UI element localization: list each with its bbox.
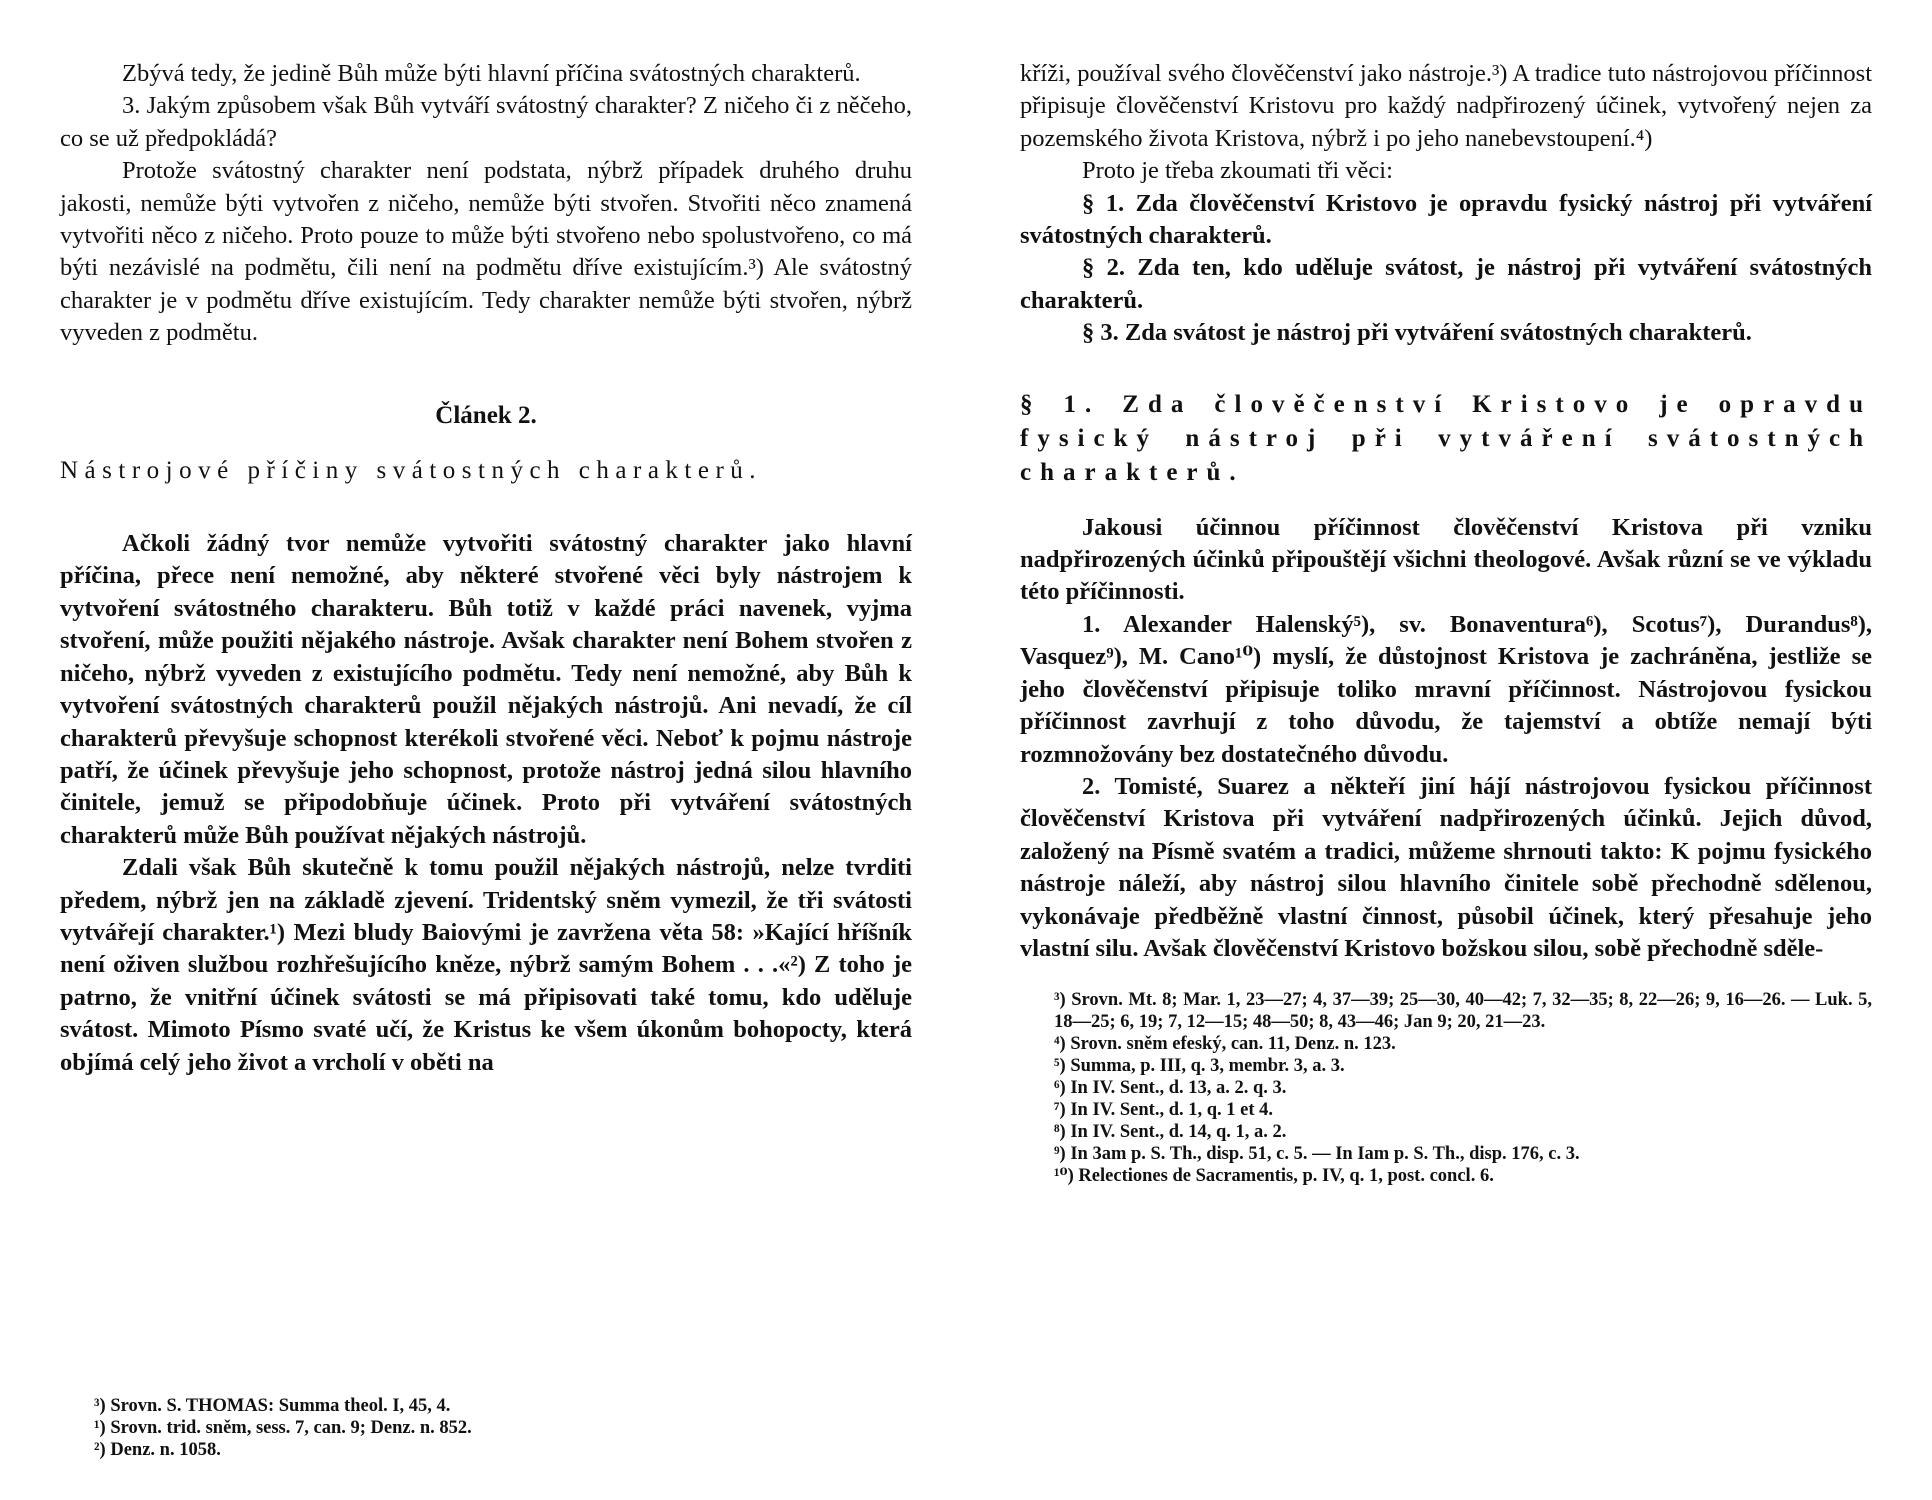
footnote: ²) Denz. n. 1058.: [94, 1440, 221, 1460]
paragraph: Protože svátostný charakter není podstata, nýbrž případek druhého druhu jakosti, nemůže býti vytvořen z ničeho, nemůže býti stvořen. Stvořiti něco znamená vytvořiti něco z ničeho. Proto pouze to může býti stvořeno nebo spolustvořeno, co má býti nezávislé na podmětu, čili není na podmětu dříve existujícím.³) Ale svátostný charakter je v podmětu dříve existujícím. Tedy charakter nemůže býti stvořen, nýbrž vyveden z podmětu.: [60, 157, 912, 347]
paragraph: kříži, používal svého člověčenství jako nástroje.³) A tradice tuto nástrojovou příčinnost připisuje člověčenství Kristovu pro každý nadpřirozený účinek, vytvořený nejen za pozemského života Kristova, nýbrž i po jeho nanebevstoupení.⁴): [1020, 60, 1872, 152]
left-page: [60, 58, 912, 1079]
section-item: § 1. Zda člověčenství Kristovo je opravdu fysický nástroj při vytváření svátostných charakterů.: [1020, 189, 1872, 250]
paragraph: 1. Alexander Halenský⁵), sv. Bonaventura⁶), Scotus⁷), Durandus⁸), Vasquez⁹), M. Cano¹⁰) myslí, že důstojnost Kristova je zachráněna, jestliže se jeho člověčenství připisuje toliko mravní příčinnost. Nástrojovou fysickou příčinnost zavrhují z toho důvodu, že tajemství a obtíže nemají býti rozmnožovány bez dostatečného důvodu.: [1020, 610, 1872, 768]
paragraph: Proto je třeba zkoumati tři věci:: [1082, 157, 1393, 185]
footnote: ³) Srovn. Mt. 8; Mar. 1, 23—27; 4, 37—39; 25—30, 40—42; 7, 32—35; 8, 22—26; 9, 16—26. — Luk. 5, 18—25; 6, 19; 7, 12—15; 48—50; 8, 43—46; Jan 9; 20, 21—23.: [1054, 990, 1872, 1033]
left-footnotes: [60, 1395, 912, 1461]
paragraph: Jakousi účinnou příčinnost člověčenství Kristova při vzniku nadpřirozených účinků připouštějí všichni theologové. Avšak různí se ve výkladu této příčinnosti.: [1020, 513, 1872, 606]
paragraph: Ačkoli žádný tvor nemůže vytvořiti svátostný charakter jako hlavní příčina, přece není nemožné, aby některé stvořené věci byly nástrojem k vytvoření svátostného charakteru. Bůh totiž v každé práci navenek, vyjma stvoření, může použiti nějakého nástroje. Avšak charakter není Bohem stvořen z ničeho, nýbrž vyveden z existujícího podmětu. Tedy není nemožné, aby Bůh k vytvoření svátostných charakterů použil nějakých nástrojů. Ani nevadí, že cíl charakterů převyšuje schopnost kterékoli stvořené věci. Neboť k pojmu nástroje patří, že účinek převyšuje jeho schopnost, protože nástroj jedná silou hlavního činitele, jemuž se připodobňuje účinek. Proto při vytváření svátostných charakterů může Bůh používat nějakých nástrojů.: [60, 530, 912, 849]
footnote: ¹⁰) Relectiones de Sacramentis, p. IV, q. 1, post. concl. 6.: [1054, 1166, 1494, 1187]
footnote: ⁶) In IV. Sent., d. 13, a. 2. q. 3.: [1054, 1078, 1287, 1099]
footnote: ⁷) In IV. Sent., d. 1, q. 1 et 4.: [1054, 1100, 1274, 1121]
footnote: ³) Srovn. S. THOMAS: Summa theol. I, 45, 4.: [94, 1396, 451, 1416]
footnote: ⁴) Srovn. sněm efeský, can. 11, Denz. n. 123.: [1054, 1034, 1396, 1055]
right-page: [1020, 58, 1872, 1187]
section-item: § 2. Zda ten, kdo uděluje svátost, je nástroj při vytváření svátostných charakterů.: [1020, 254, 1872, 314]
article-subtitle: Nástrojové příčiny svátostných charakterů.: [60, 457, 763, 485]
paragraph: Zbývá tedy, že jedině Bůh může býti hlavní příčina svátostných charakterů.: [122, 60, 861, 87]
right-footnotes: [1020, 989, 1872, 1187]
footnote: ⁸) In IV. Sent., d. 14, q. 1, a. 2.: [1054, 1122, 1287, 1143]
footnote: ⁵) Summa, p. III, q. 3, membr. 3, a. 3.: [1054, 1056, 1345, 1077]
paragraph: Zdali však Bůh skutečně k tomu použil nějakých nástrojů, nelze tvrditi předem, nýbrž jen na základě zjevení. Tridentský sněm vymezil, že tři svátosti vytvářejí charakter.¹) Mezi bludy Baiovými je zavržena věta 58: »Kající hříšník není oživen službou rozhřešujícího kněze, nýbrž samým Bohem . . .«²) Z toho je patrno, že vnitřní účinek svátosti se má připisovati také tomu, kdo uděluje svátost. Mimoto Písmo svaté učí, že Kristus ke všem úkonům bohopocty, která objímá celý jeho život a vrcholí v oběti na: [60, 854, 912, 1076]
footnote: ⁹) In 3am p. S. Th., disp. 51, c. 5. — In Iam p. S. Th., disp. 176, c. 3.: [1054, 1144, 1580, 1165]
section-heading: § 1. Zda člověčenství Kristovo je opravdu fysický nástroj při vytváření svátostných charakterů.: [1020, 390, 1872, 486]
article-title: Článek 2.: [435, 401, 537, 429]
footnote: ¹) Srovn. trid. sněm, sess. 7, can. 9; Denz. n. 852.: [94, 1418, 472, 1438]
paragraph: 3. Jakým způsobem však Bůh vytváří svátostný charakter? Z ničeho či z něčeho, co se už předpokládá?: [60, 92, 912, 152]
section-item: § 3. Zda svátost je nástroj při vytváření svátostných charakterů.: [1082, 319, 1752, 347]
paragraph: 2. Tomisté, Suarez a někteří jiní hájí nástrojovou fysickou příčinnost člověčenství Kristova při vytváření nadpřirozených účinků. Jejich důvod, založený na Písmě svatém a tradici, můžeme shrnouti takto: K pojmu fysického nástroje náleží, aby nástroj silou hlavního činitele sobě přechodně sdělenou, vykonávaje předběžně vlastní činnost, působil účinek, který přesahuje jeho vlastní silu. Avšak člověčenství Kristovo božskou silou, sobě přechodně sděle-: [1020, 772, 1872, 962]
